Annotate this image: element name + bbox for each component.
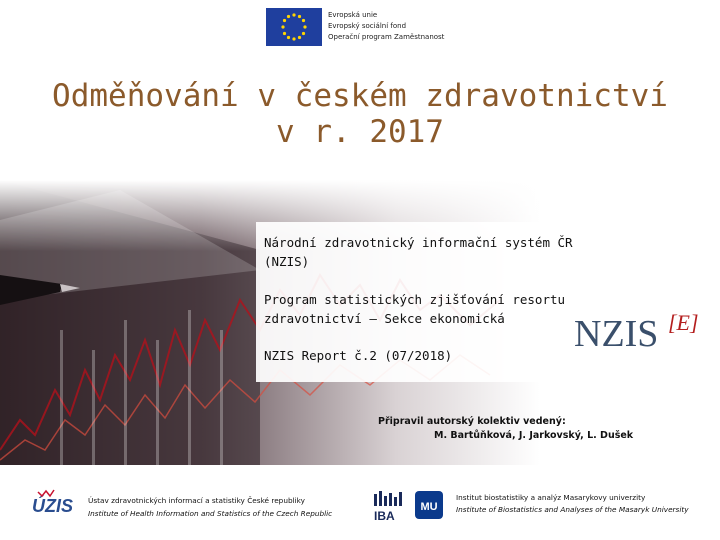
item-report: NZIS Report č.2 (07/2018): [264, 348, 453, 363]
eu-line-3: Operační program Zaměstnanost: [328, 33, 445, 41]
uzis-text-cz: Ústav zdravotnických informací a statistiky České republiky: [88, 496, 305, 505]
iba-logo-text: IBA: [374, 509, 395, 522]
nzis-logo-main: NZIS: [574, 313, 659, 355]
mu-logo: [414, 490, 444, 520]
eu-text: [328, 10, 444, 43]
nzis-logo-suffix: [E]: [668, 310, 699, 335]
uzis-logo: [32, 488, 80, 518]
author-line-2: M. Bartůňková, J. Jarkovský, L. Dušek: [434, 430, 634, 441]
iba-logo: [372, 488, 406, 522]
uzis-text-en: Institute of Health Information and Statistics of the Czech Republic: [88, 509, 333, 518]
author-line-1: Připravil autorský kolektiv vedený:: [378, 416, 566, 427]
iba-text-en: Institute of Biostatistics and Analyses of the Masaryk University: [456, 504, 689, 514]
iba-text-cz: Institut biostatistiky a analýz Masarykovy univerzity: [456, 493, 646, 502]
title-line-2: v r. 2017: [276, 114, 444, 150]
eu-line-2: Evropský sociální fond: [328, 22, 407, 30]
iba-text: [456, 492, 706, 515]
title-line-1: Odměňování v českém zdravotnictví: [52, 78, 668, 114]
eu-line-1: Evropská unie: [328, 11, 378, 19]
page-title: [20, 78, 700, 150]
eu-flag-icon: [266, 8, 322, 46]
uzis-text: [88, 494, 332, 520]
item-nzis-system: Národní zdravotnický informační systém ČR (NZIS): [264, 235, 573, 269]
uzis-logo-text: ÚZIS: [32, 496, 74, 516]
author-block: [378, 415, 633, 443]
mu-logo-text: MU: [420, 501, 438, 513]
nzis-logo: [572, 306, 702, 356]
item-program: Program statistických zjišťování resortu zdravotnictví – Sekce ekonomická: [264, 292, 566, 326]
